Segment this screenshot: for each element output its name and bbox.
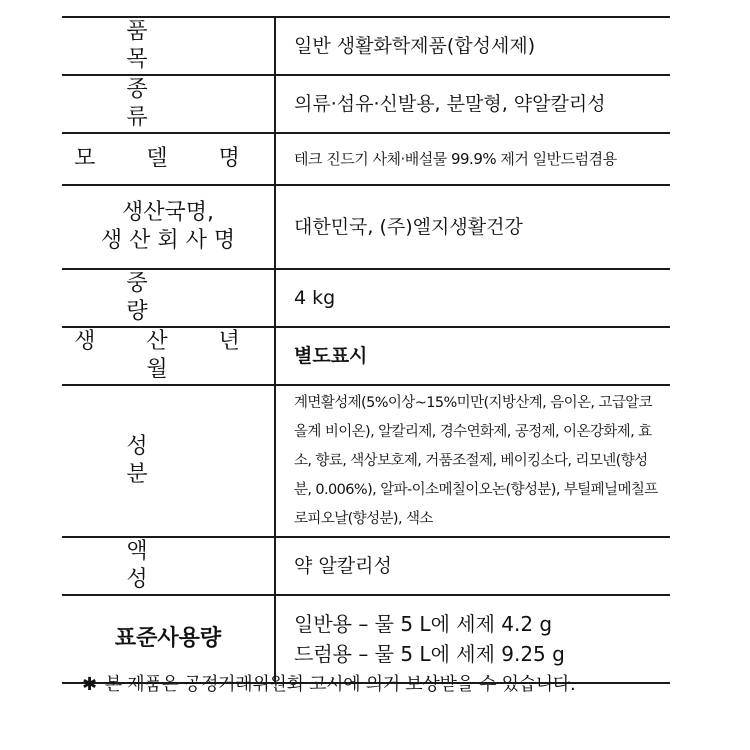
value-liquidity: 약 알칼리성	[275, 537, 670, 595]
spec-row-ingredients	[62, 385, 670, 537]
spec-row-liquidity	[62, 537, 670, 595]
value-standard-dose	[275, 595, 670, 683]
label-liquidity: 액 성	[62, 537, 275, 595]
dose-general: 일반용 – 물 5 L에 세제 4.2 g	[294, 612, 553, 636]
spec-row-type	[62, 75, 670, 133]
label-standard-dose: 표준사용량	[62, 595, 275, 683]
footnote-text: 본 제품은 공정거래위원회 고시에 의거 보상받을 수 있습니다.	[104, 674, 576, 695]
value-model: 테크 진드기 사체·배설물 99.9% 제거 일반드럼겸용	[275, 133, 670, 185]
value-production-date: 별도표시	[275, 327, 670, 385]
spec-row-production-date	[62, 327, 670, 385]
spec-row-model	[62, 133, 670, 185]
value-item: 일반 생활화학제품(합성세제)	[275, 17, 670, 75]
label-weight: 중 량	[62, 269, 275, 327]
value-type: 의류·섬유·신발용, 분말형, 약알칼리성	[275, 75, 670, 133]
spec-row-item	[62, 17, 670, 75]
dose-drum: 드럼용 – 물 5 L에 세제 9.25 g	[294, 642, 565, 666]
label-type: 종 류	[62, 75, 275, 133]
label-origin: 생산국명, 생 산 회 사 명	[62, 185, 275, 269]
value-weight: 4 kg	[275, 269, 670, 327]
asterisk-icon: ✱	[82, 674, 97, 695]
spec-row-standard-dose	[62, 595, 670, 683]
label-ingredients: 성 분	[62, 385, 275, 537]
value-ingredients: 계면활성제(5%이상~15%미만(지방산계, 음이온, 고급알코올계 비이온), 알칼리제, 경수연화제, 공정제, 이온강화제, 효소, 향료, 색상보호제, 거품조절제, 베이킹소다, 리모넨(향성분, 0.006%), 알파-이소메칠이오논(향성분), 부틸페닐메칠프로피오날(향성분), 색소	[275, 385, 670, 537]
label-model: 모 델 명	[62, 133, 275, 185]
value-origin: 대한민국, (주)엘지생활건강	[275, 185, 670, 269]
label-production-date: 생 산 년 월	[62, 327, 275, 385]
label-item: 품 목	[62, 17, 275, 75]
product-spec-table	[62, 16, 670, 684]
compensation-footnote	[82, 672, 702, 698]
spec-row-weight	[62, 269, 670, 327]
spec-row-origin	[62, 185, 670, 269]
